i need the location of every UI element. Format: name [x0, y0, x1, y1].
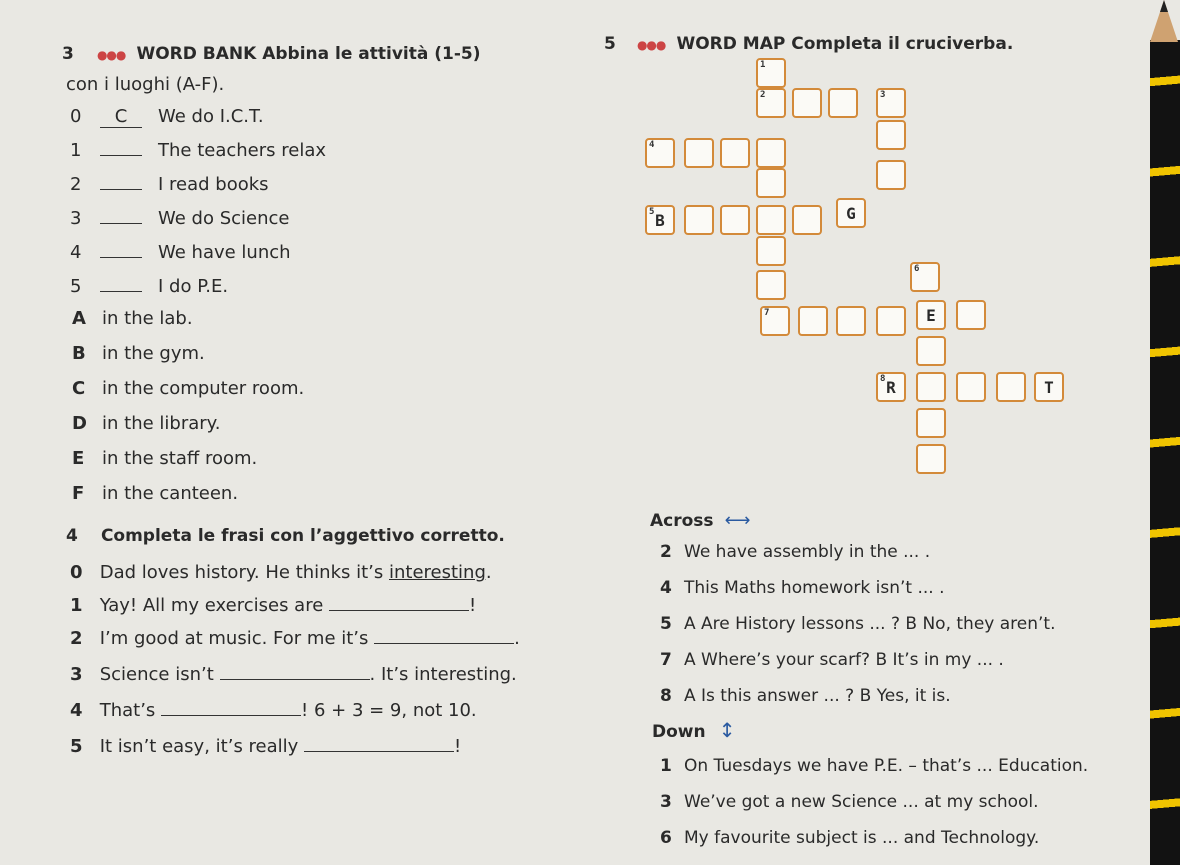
across-arrow-icon: ⟷ [724, 510, 751, 531]
crossword-cell[interactable] [720, 205, 750, 235]
across-clue [660, 542, 930, 562]
crossword-cell[interactable] [916, 408, 946, 438]
place-item [72, 413, 220, 434]
clue-number: 1 [660, 756, 672, 776]
clue-number: 8 [660, 686, 672, 706]
crossword-cell[interactable] [836, 306, 866, 336]
crossword-cell[interactable] [956, 372, 986, 402]
given-letter: E [926, 305, 936, 325]
across-clue [660, 614, 1056, 634]
exercise-number: 5 [604, 34, 616, 54]
cell-number: 7 [764, 308, 770, 318]
exercise-3-header [62, 44, 481, 64]
place-item [72, 343, 205, 364]
clue-number: 7 [660, 650, 672, 670]
pencil-body [1150, 40, 1180, 865]
answer-blank[interactable] [100, 155, 142, 156]
cell-number: 1 [760, 60, 766, 70]
sentence-end: ! [454, 736, 462, 757]
place-letter: E [72, 448, 85, 469]
clue-text: We have assembly in the ... . [684, 542, 931, 562]
crossword-cell[interactable] [916, 300, 946, 330]
activity-text: We do I.C.T. [158, 106, 264, 127]
item-number: 2 [70, 174, 82, 195]
answer-blank[interactable] [329, 610, 469, 611]
activity-text: I read books [158, 174, 269, 195]
exercise-5-header [604, 34, 1013, 54]
activity-item [70, 174, 269, 195]
answer-blank[interactable] [100, 291, 142, 292]
item-number: 5 [70, 276, 82, 297]
crossword-cell[interactable] [876, 120, 906, 150]
place-letter: C [72, 378, 86, 399]
sentence-3 [70, 664, 517, 685]
crossword-cell[interactable] [828, 88, 858, 118]
crossword-cell[interactable] [756, 138, 786, 168]
sentence-end: . [514, 628, 520, 649]
place-letter: A [72, 308, 86, 329]
clue-number: 4 [660, 578, 672, 598]
activity-text: We have lunch [158, 242, 291, 263]
crossword-cell[interactable] [1034, 372, 1064, 402]
crossword-cell[interactable] [684, 138, 714, 168]
place-text: in the staff room. [102, 448, 258, 469]
example-answer: interesting [389, 562, 486, 583]
crossword-cell[interactable] [916, 444, 946, 474]
crossword-cell[interactable] [792, 88, 822, 118]
activity-text: We do Science [158, 208, 290, 229]
place-item [72, 308, 193, 329]
crossword-cell-4[interactable] [645, 138, 675, 168]
clue-text: My favourite subject is ... and Technology. [684, 828, 1040, 848]
item-number: 4 [70, 242, 82, 263]
crossword-cell[interactable] [792, 205, 822, 235]
activity-item [70, 140, 326, 161]
place-letter: F [72, 483, 85, 504]
crossword-cell-6[interactable] [910, 262, 940, 292]
crossword-cell[interactable] [756, 270, 786, 300]
answer-blank[interactable] [220, 679, 370, 680]
down-clue [660, 756, 1088, 776]
sentence-end: ! 6 + 3 = 9, not 10. [301, 700, 477, 721]
sentence-end: . [485, 562, 492, 583]
crossword-cell-1[interactable] [756, 58, 786, 88]
clue-text: A Where’s your scarf? B It’s in my ... . [684, 650, 1004, 670]
sentence-end: . It’s interesting. [369, 664, 517, 685]
place-text: in the computer room. [102, 378, 305, 399]
exercise-title: Completa le frasi con l’aggettivo corretto. [100, 526, 505, 546]
place-item [72, 378, 304, 399]
place-text: in the canteen. [102, 483, 239, 504]
sentence-text: Science isn’t [99, 664, 214, 685]
clue-text: A Are History lessons ... ? B No, they aren’t. [684, 614, 1056, 634]
clue-number: 2 [660, 542, 672, 562]
sentence-number: 4 [70, 700, 83, 721]
exercise-4-header [66, 526, 505, 546]
sentence-number: 0 [70, 562, 83, 583]
crossword-cell[interactable] [876, 306, 906, 336]
crossword-cell[interactable] [916, 336, 946, 366]
crossword-cell[interactable] [916, 372, 946, 402]
activity-text: The teachers relax [158, 140, 327, 161]
sentence-text: It isn’t easy, it’s really [99, 736, 299, 757]
crossword-cell-7[interactable] [760, 306, 790, 336]
crossword-cell[interactable] [876, 160, 906, 190]
exercise-number: 3 [62, 44, 74, 64]
crossword-cell[interactable] [996, 372, 1026, 402]
exercise-number: 4 [66, 526, 78, 546]
sentence-end: ! [469, 595, 477, 616]
crossword-cell-3[interactable] [876, 88, 906, 118]
cell-number: 6 [914, 264, 920, 274]
activity-item [70, 276, 228, 297]
place-text: in the lab. [102, 308, 193, 329]
down-heading [652, 718, 735, 742]
given-letter: R [886, 377, 896, 397]
cell-number: 4 [649, 140, 655, 150]
crossword-cell[interactable] [756, 236, 786, 266]
clue-number: 5 [660, 614, 672, 634]
sentence-4 [70, 700, 477, 721]
down-clue [660, 828, 1039, 848]
place-letter: D [72, 413, 87, 434]
sentence-text: That’s [99, 700, 156, 721]
sentence-text: I’m good at music. For me it’s [99, 628, 369, 649]
sentence-text: Yay! All my exercises are [99, 595, 324, 616]
crossword-cell[interactable] [956, 300, 986, 330]
sentence-0 [70, 562, 492, 583]
answer-blank[interactable] [304, 751, 454, 752]
sentence-number: 5 [70, 736, 83, 757]
clue-text: We’ve got a new Science ... at my school. [684, 792, 1039, 812]
crossword-cell[interactable] [684, 205, 714, 235]
exercise-title-continued: con i luoghi (A-F). [66, 74, 225, 95]
clue-text: On Tuesdays we have P.E. – that’s ... Education. [684, 756, 1089, 776]
place-item [72, 483, 238, 504]
answer-blank[interactable] [161, 715, 301, 716]
activity-item [70, 242, 291, 263]
crossword-cell-5[interactable] [645, 205, 675, 235]
crossword-cell-8[interactable] [876, 372, 906, 402]
across-clue [660, 686, 951, 706]
cell-number: 5 [649, 207, 655, 217]
down-clue [660, 792, 1039, 812]
activity-item [70, 208, 289, 229]
given-letter: B [655, 210, 665, 230]
pencil-lead [1160, 0, 1168, 12]
place-letter: B [72, 343, 86, 364]
place-item [72, 448, 257, 469]
sentence-number: 2 [70, 628, 83, 649]
cell-number: 2 [760, 90, 766, 100]
across-heading [650, 510, 750, 531]
item-number: 0 [70, 106, 82, 127]
sentence-2 [70, 628, 520, 649]
crossword-cell[interactable] [798, 306, 828, 336]
activity-text: I do P.E. [158, 276, 229, 297]
crossword-cell[interactable] [756, 205, 786, 235]
place-text: in the gym. [102, 343, 205, 364]
difficulty-dots: ●●● [636, 38, 666, 52]
answer-blank[interactable] [100, 223, 142, 224]
sentence-number: 3 [70, 664, 83, 685]
down-arrow-icon: ↕ [718, 718, 736, 742]
item-number: 1 [70, 140, 82, 161]
given-letter: G [846, 203, 856, 223]
cell-number: 8 [880, 374, 886, 384]
across-clue [660, 578, 945, 598]
cell-number: 3 [880, 90, 886, 100]
down-label: Down [652, 722, 706, 742]
exercise-title: WORD BANK Abbina le attività (1-5) [136, 44, 481, 64]
place-text: in the library. [102, 413, 221, 434]
answer-blank[interactable] [100, 257, 142, 258]
clue-number: 6 [660, 828, 672, 848]
difficulty-dots: ●●● [96, 48, 126, 62]
activity-item [70, 106, 264, 128]
sentence-5 [70, 736, 461, 757]
clue-text: A Is this answer ... ? B Yes, it is. [684, 686, 951, 706]
exercise-title: WORD MAP Completa il cruciverba. [676, 34, 1014, 54]
sentence-text: Dad loves history. He thinks it’s [99, 562, 384, 583]
answer-blank[interactable] [374, 643, 514, 644]
item-number: 3 [70, 208, 82, 229]
sentence-1 [70, 595, 476, 616]
sentence-number: 1 [70, 595, 83, 616]
crossword-cell[interactable] [720, 138, 750, 168]
across-clue [660, 650, 1004, 670]
crossword-cell-2[interactable] [756, 88, 786, 118]
answer-blank[interactable]: C [100, 106, 142, 128]
crossword-cell[interactable] [836, 198, 866, 228]
clue-number: 3 [660, 792, 672, 812]
given-letter: T [1044, 377, 1054, 397]
crossword-cell[interactable] [756, 168, 786, 198]
answer-blank[interactable] [100, 189, 142, 190]
across-label: Across [650, 511, 714, 531]
clue-text: This Maths homework isn’t ... . [684, 578, 945, 598]
